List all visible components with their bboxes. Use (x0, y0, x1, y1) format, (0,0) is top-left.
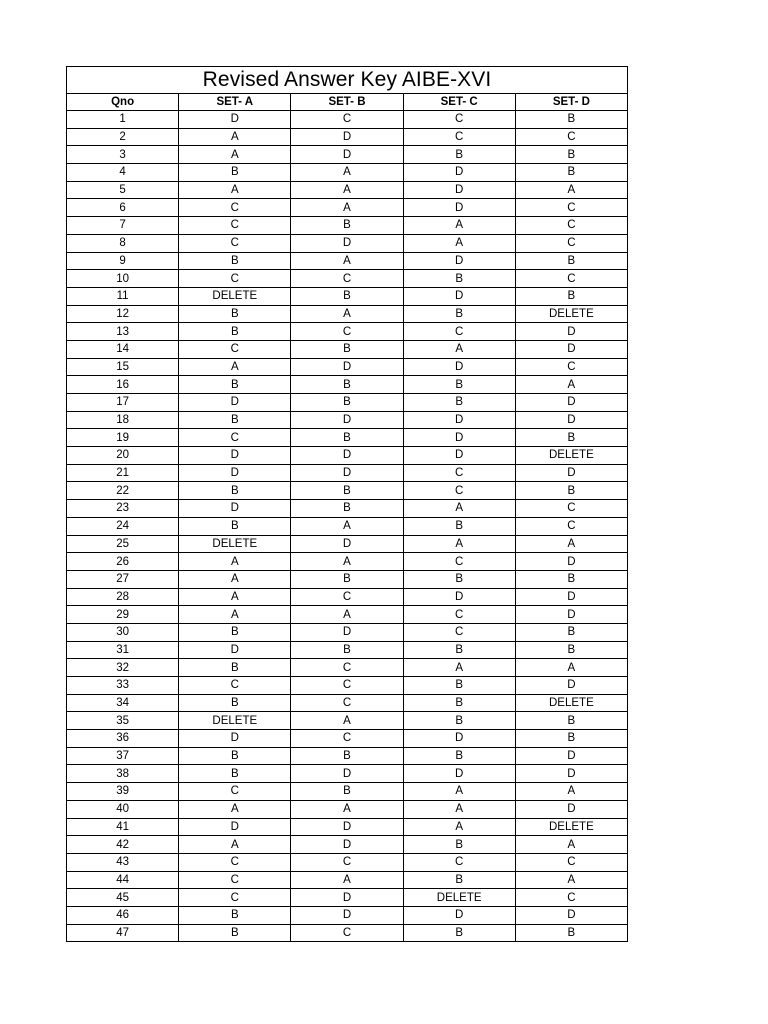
question-number-cell: 40 (67, 800, 179, 818)
question-number-cell: 22 (67, 482, 179, 500)
set-c-answer-cell: C (403, 128, 515, 146)
question-number-cell: 39 (67, 783, 179, 801)
table-row (67, 181, 628, 199)
question-number-cell: 11 (67, 287, 179, 305)
set-c-answer-cell: A (403, 234, 515, 252)
set-b-answer-cell: C (291, 659, 403, 677)
set-a-answer-cell: D (179, 641, 291, 659)
set-d-answer-cell: D (515, 588, 627, 606)
question-number-cell: 32 (67, 659, 179, 677)
set-d-answer-cell: D (515, 340, 627, 358)
table-row (67, 712, 628, 730)
question-number-cell: 27 (67, 570, 179, 588)
set-b-answer-cell: A (291, 553, 403, 571)
column-header-qno: Qno (67, 94, 179, 111)
table-row (67, 871, 628, 889)
table-row (67, 517, 628, 535)
set-d-answer-cell: B (515, 164, 627, 182)
set-a-answer-cell: B (179, 164, 291, 182)
set-a-answer-cell: C (179, 340, 291, 358)
set-a-answer-cell: DELETE (179, 287, 291, 305)
set-b-answer-cell: C (291, 111, 403, 129)
set-c-answer-cell: D (403, 411, 515, 429)
set-a-answer-cell: C (179, 783, 291, 801)
set-a-answer-cell: B (179, 659, 291, 677)
question-number-cell: 46 (67, 906, 179, 924)
question-number-cell: 36 (67, 730, 179, 748)
table-row (67, 765, 628, 783)
set-a-answer-cell: A (179, 146, 291, 164)
table-row (67, 217, 628, 235)
set-d-answer-cell: A (515, 836, 627, 854)
set-b-answer-cell: B (291, 394, 403, 412)
set-c-answer-cell: D (403, 181, 515, 199)
question-number-cell: 9 (67, 252, 179, 270)
set-b-answer-cell: A (291, 800, 403, 818)
set-d-answer-cell: C (515, 517, 627, 535)
question-number-cell: 13 (67, 323, 179, 341)
table-row (67, 588, 628, 606)
set-c-answer-cell: A (403, 535, 515, 553)
set-d-answer-cell: B (515, 712, 627, 730)
set-b-answer-cell: D (291, 234, 403, 252)
table-row (67, 694, 628, 712)
set-b-answer-cell: B (291, 783, 403, 801)
set-c-answer-cell: D (403, 730, 515, 748)
set-c-answer-cell: A (403, 217, 515, 235)
table-row (67, 553, 628, 571)
set-c-answer-cell: B (403, 146, 515, 164)
set-c-answer-cell: B (403, 305, 515, 323)
set-b-answer-cell: D (291, 411, 403, 429)
question-number-cell: 31 (67, 641, 179, 659)
set-d-answer-cell: DELETE (515, 305, 627, 323)
answer-rows (67, 111, 628, 942)
set-c-answer-cell: C (403, 111, 515, 129)
table-row (67, 730, 628, 748)
set-d-answer-cell: C (515, 889, 627, 907)
set-d-answer-cell: DELETE (515, 447, 627, 465)
set-d-answer-cell: D (515, 394, 627, 412)
set-d-answer-cell: A (515, 871, 627, 889)
table-row (67, 128, 628, 146)
question-number-cell: 45 (67, 889, 179, 907)
set-c-answer-cell: D (403, 252, 515, 270)
set-b-answer-cell: B (291, 429, 403, 447)
set-c-answer-cell: A (403, 800, 515, 818)
table-row (67, 570, 628, 588)
question-number-cell: 2 (67, 128, 179, 146)
table-row (67, 659, 628, 677)
set-a-answer-cell: B (179, 411, 291, 429)
set-b-answer-cell: D (291, 765, 403, 783)
set-a-answer-cell: A (179, 570, 291, 588)
table-row (67, 323, 628, 341)
set-c-answer-cell: D (403, 447, 515, 465)
set-a-answer-cell: D (179, 500, 291, 518)
set-b-answer-cell: B (291, 641, 403, 659)
set-d-answer-cell: D (515, 800, 627, 818)
table-row (67, 376, 628, 394)
set-c-answer-cell: B (403, 924, 515, 942)
set-d-answer-cell: C (515, 199, 627, 217)
set-a-answer-cell: C (179, 677, 291, 695)
set-d-answer-cell: B (515, 146, 627, 164)
set-a-answer-cell: C (179, 853, 291, 871)
title-row (67, 67, 628, 94)
table-row (67, 482, 628, 500)
set-b-answer-cell: B (291, 376, 403, 394)
set-b-answer-cell: B (291, 340, 403, 358)
question-number-cell: 18 (67, 411, 179, 429)
column-header-set-d: SET- D (515, 94, 627, 111)
set-b-answer-cell: D (291, 464, 403, 482)
question-number-cell: 21 (67, 464, 179, 482)
set-b-answer-cell: A (291, 871, 403, 889)
set-a-answer-cell: C (179, 199, 291, 217)
table-row (67, 800, 628, 818)
set-d-answer-cell: B (515, 252, 627, 270)
set-d-answer-cell: B (515, 482, 627, 500)
table-row (67, 429, 628, 447)
question-number-cell: 14 (67, 340, 179, 358)
set-a-answer-cell: A (179, 800, 291, 818)
question-number-cell: 34 (67, 694, 179, 712)
table-row (67, 199, 628, 217)
set-d-answer-cell: C (515, 500, 627, 518)
set-d-answer-cell: D (515, 906, 627, 924)
set-b-answer-cell: A (291, 305, 403, 323)
set-d-answer-cell: B (515, 287, 627, 305)
question-number-cell: 38 (67, 765, 179, 783)
set-a-answer-cell: A (179, 606, 291, 624)
set-c-answer-cell: B (403, 517, 515, 535)
set-a-answer-cell: B (179, 623, 291, 641)
table-row (67, 677, 628, 695)
set-a-answer-cell: D (179, 447, 291, 465)
set-c-answer-cell: A (403, 783, 515, 801)
set-a-answer-cell: C (179, 429, 291, 447)
set-d-answer-cell: DELETE (515, 694, 627, 712)
set-b-answer-cell: D (291, 146, 403, 164)
set-a-answer-cell: B (179, 482, 291, 500)
set-b-answer-cell: B (291, 217, 403, 235)
set-b-answer-cell: B (291, 747, 403, 765)
set-c-answer-cell: A (403, 500, 515, 518)
set-a-answer-cell: B (179, 252, 291, 270)
set-c-answer-cell: D (403, 906, 515, 924)
answer-key-sheet (66, 66, 627, 942)
set-a-answer-cell: D (179, 818, 291, 836)
question-number-cell: 23 (67, 500, 179, 518)
set-a-answer-cell: B (179, 747, 291, 765)
question-number-cell: 35 (67, 712, 179, 730)
table-row (67, 853, 628, 871)
set-a-answer-cell: B (179, 376, 291, 394)
set-a-answer-cell: A (179, 553, 291, 571)
set-c-answer-cell: B (403, 394, 515, 412)
set-c-answer-cell: B (403, 570, 515, 588)
set-b-answer-cell: D (291, 535, 403, 553)
set-d-answer-cell: C (515, 358, 627, 376)
question-number-cell: 7 (67, 217, 179, 235)
set-d-answer-cell: A (515, 181, 627, 199)
question-number-cell: 29 (67, 606, 179, 624)
set-a-answer-cell: D (179, 394, 291, 412)
set-c-answer-cell: A (403, 340, 515, 358)
set-b-answer-cell: B (291, 482, 403, 500)
set-c-answer-cell: DELETE (403, 889, 515, 907)
set-c-answer-cell: C (403, 464, 515, 482)
question-number-cell: 16 (67, 376, 179, 394)
table-row (67, 234, 628, 252)
set-c-answer-cell: A (403, 659, 515, 677)
set-d-answer-cell: C (515, 128, 627, 146)
set-d-answer-cell: D (515, 606, 627, 624)
page-title: Revised Answer Key AIBE-XVI (67, 67, 628, 94)
set-c-answer-cell: D (403, 588, 515, 606)
table-row (67, 906, 628, 924)
set-c-answer-cell: D (403, 199, 515, 217)
set-c-answer-cell: C (403, 623, 515, 641)
table-row (67, 394, 628, 412)
set-c-answer-cell: C (403, 323, 515, 341)
set-a-answer-cell: B (179, 765, 291, 783)
set-c-answer-cell: B (403, 694, 515, 712)
question-number-cell: 10 (67, 270, 179, 288)
table-row (67, 924, 628, 942)
question-number-cell: 19 (67, 429, 179, 447)
set-b-answer-cell: D (291, 906, 403, 924)
table-row (67, 447, 628, 465)
set-a-answer-cell: A (179, 836, 291, 854)
set-b-answer-cell: C (291, 677, 403, 695)
table-row (67, 641, 628, 659)
set-b-answer-cell: D (291, 447, 403, 465)
header-row (67, 94, 628, 111)
question-number-cell: 4 (67, 164, 179, 182)
table-row (67, 836, 628, 854)
question-number-cell: 44 (67, 871, 179, 889)
set-d-answer-cell: A (515, 535, 627, 553)
set-b-answer-cell: D (291, 818, 403, 836)
set-c-answer-cell: B (403, 677, 515, 695)
table-row (67, 305, 628, 323)
set-a-answer-cell: D (179, 464, 291, 482)
set-d-answer-cell: C (515, 217, 627, 235)
set-a-answer-cell: B (179, 305, 291, 323)
question-number-cell: 15 (67, 358, 179, 376)
set-a-answer-cell: C (179, 871, 291, 889)
set-a-answer-cell: DELETE (179, 535, 291, 553)
set-a-answer-cell: C (179, 234, 291, 252)
set-b-answer-cell: A (291, 181, 403, 199)
set-b-answer-cell: A (291, 252, 403, 270)
question-number-cell: 33 (67, 677, 179, 695)
set-c-answer-cell: B (403, 270, 515, 288)
table-row (67, 747, 628, 765)
set-b-answer-cell: C (291, 588, 403, 606)
set-c-answer-cell: C (403, 853, 515, 871)
table-row (67, 464, 628, 482)
question-number-cell: 6 (67, 199, 179, 217)
question-number-cell: 8 (67, 234, 179, 252)
question-number-cell: 17 (67, 394, 179, 412)
set-d-answer-cell: B (515, 641, 627, 659)
table-row (67, 358, 628, 376)
set-c-answer-cell: B (403, 747, 515, 765)
set-a-answer-cell: C (179, 217, 291, 235)
table-row (67, 411, 628, 429)
set-c-answer-cell: A (403, 818, 515, 836)
question-number-cell: 43 (67, 853, 179, 871)
question-number-cell: 41 (67, 818, 179, 836)
set-b-answer-cell: D (291, 623, 403, 641)
set-a-answer-cell: B (179, 517, 291, 535)
set-d-answer-cell: A (515, 659, 627, 677)
question-number-cell: 47 (67, 924, 179, 942)
set-b-answer-cell: C (291, 924, 403, 942)
table-row (67, 252, 628, 270)
set-c-answer-cell: D (403, 358, 515, 376)
question-number-cell: 12 (67, 305, 179, 323)
set-b-answer-cell: D (291, 358, 403, 376)
table-row (67, 287, 628, 305)
set-a-answer-cell: A (179, 588, 291, 606)
set-b-answer-cell: B (291, 287, 403, 305)
set-b-answer-cell: D (291, 836, 403, 854)
set-a-answer-cell: C (179, 889, 291, 907)
set-c-answer-cell: B (403, 871, 515, 889)
set-b-answer-cell: C (291, 323, 403, 341)
table-row (67, 623, 628, 641)
set-b-answer-cell: D (291, 889, 403, 907)
set-a-answer-cell: B (179, 906, 291, 924)
table-row (67, 783, 628, 801)
question-number-cell: 42 (67, 836, 179, 854)
set-d-answer-cell: D (515, 411, 627, 429)
set-c-answer-cell: B (403, 712, 515, 730)
set-d-answer-cell: B (515, 623, 627, 641)
column-header-set-b: SET- B (291, 94, 403, 111)
set-c-answer-cell: C (403, 482, 515, 500)
set-a-answer-cell: D (179, 111, 291, 129)
set-c-answer-cell: C (403, 606, 515, 624)
question-number-cell: 20 (67, 447, 179, 465)
table-row (67, 500, 628, 518)
set-d-answer-cell: C (515, 853, 627, 871)
question-number-cell: 3 (67, 146, 179, 164)
answer-key-table (66, 66, 628, 942)
table-row (67, 889, 628, 907)
set-b-answer-cell: A (291, 164, 403, 182)
set-b-answer-cell: B (291, 500, 403, 518)
set-d-answer-cell: D (515, 677, 627, 695)
set-c-answer-cell: C (403, 553, 515, 571)
set-d-answer-cell: D (515, 747, 627, 765)
set-b-answer-cell: A (291, 606, 403, 624)
set-d-answer-cell: A (515, 783, 627, 801)
set-b-answer-cell: C (291, 730, 403, 748)
table-row (67, 164, 628, 182)
question-number-cell: 24 (67, 517, 179, 535)
set-a-answer-cell: DELETE (179, 712, 291, 730)
set-d-answer-cell: C (515, 270, 627, 288)
set-d-answer-cell: C (515, 234, 627, 252)
set-a-answer-cell: B (179, 323, 291, 341)
table-row (67, 340, 628, 358)
set-b-answer-cell: C (291, 270, 403, 288)
question-number-cell: 5 (67, 181, 179, 199)
set-d-answer-cell: B (515, 429, 627, 447)
question-number-cell: 30 (67, 623, 179, 641)
table-row (67, 818, 628, 836)
set-a-answer-cell: B (179, 694, 291, 712)
set-a-answer-cell: A (179, 128, 291, 146)
question-number-cell: 25 (67, 535, 179, 553)
set-a-answer-cell: A (179, 181, 291, 199)
set-a-answer-cell: C (179, 270, 291, 288)
set-d-answer-cell: B (515, 730, 627, 748)
table-row (67, 535, 628, 553)
set-d-answer-cell: D (515, 323, 627, 341)
table-row (67, 270, 628, 288)
set-b-answer-cell: C (291, 694, 403, 712)
set-b-answer-cell: A (291, 199, 403, 217)
table-row (67, 146, 628, 164)
set-c-answer-cell: D (403, 287, 515, 305)
column-header-set-c: SET- C (403, 94, 515, 111)
question-number-cell: 37 (67, 747, 179, 765)
set-c-answer-cell: D (403, 765, 515, 783)
set-b-answer-cell: C (291, 853, 403, 871)
set-c-answer-cell: D (403, 429, 515, 447)
column-header-set-a: SET- A (179, 94, 291, 111)
question-number-cell: 28 (67, 588, 179, 606)
set-a-answer-cell: D (179, 730, 291, 748)
set-d-answer-cell: D (515, 765, 627, 783)
question-number-cell: 26 (67, 553, 179, 571)
set-d-answer-cell: D (515, 553, 627, 571)
set-b-answer-cell: B (291, 570, 403, 588)
set-c-answer-cell: D (403, 164, 515, 182)
set-a-answer-cell: B (179, 924, 291, 942)
set-d-answer-cell: A (515, 376, 627, 394)
set-c-answer-cell: B (403, 641, 515, 659)
set-a-answer-cell: A (179, 358, 291, 376)
set-d-answer-cell: DELETE (515, 818, 627, 836)
set-b-answer-cell: D (291, 128, 403, 146)
set-b-answer-cell: A (291, 517, 403, 535)
set-c-answer-cell: B (403, 376, 515, 394)
set-c-answer-cell: B (403, 836, 515, 854)
set-d-answer-cell: B (515, 924, 627, 942)
table-row (67, 606, 628, 624)
table-row (67, 111, 628, 129)
set-d-answer-cell: B (515, 111, 627, 129)
set-b-answer-cell: A (291, 712, 403, 730)
set-d-answer-cell: B (515, 570, 627, 588)
set-d-answer-cell: D (515, 464, 627, 482)
question-number-cell: 1 (67, 111, 179, 129)
